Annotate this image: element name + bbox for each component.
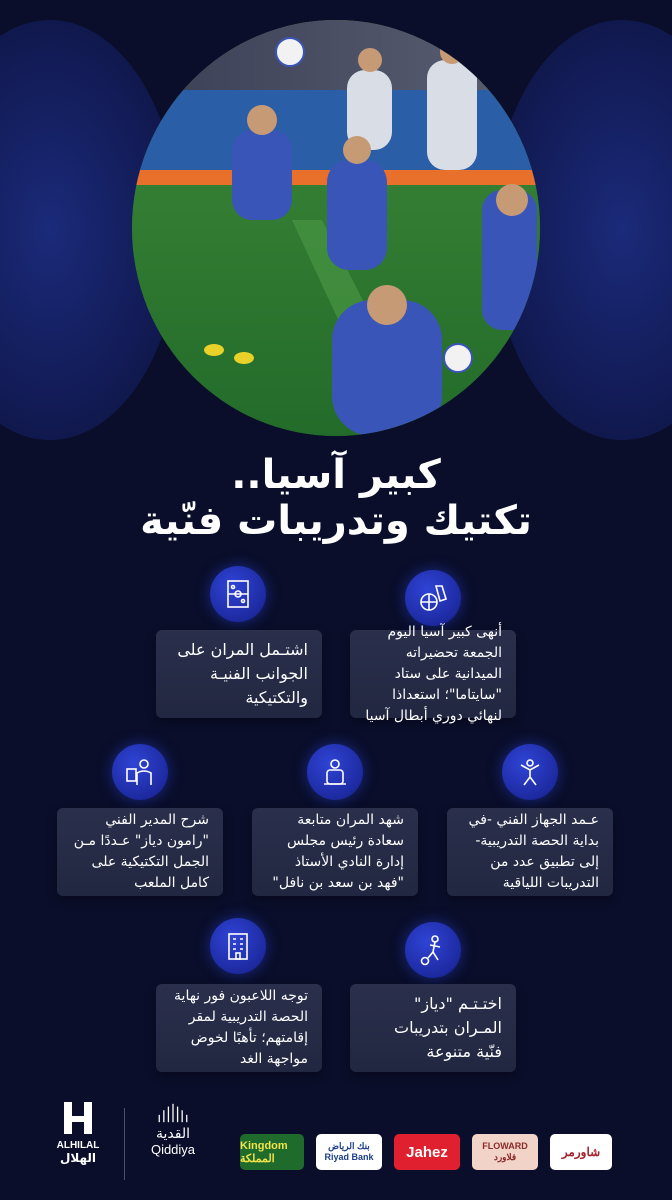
info-card-3-text: عـمد الجهاز الفني -في بداية الحصة التدريبية- إلى تطبيق عدد من التدريبات اللياقية bbox=[468, 812, 599, 891]
club-name-en: ALHILAL bbox=[56, 1140, 100, 1151]
club-name-ar: الهلال bbox=[59, 1151, 97, 1165]
player-ball-icon bbox=[405, 922, 461, 978]
info-card-4 bbox=[252, 808, 418, 896]
footer-divider bbox=[124, 1108, 125, 1180]
alhilal-crest-icon bbox=[58, 1098, 98, 1138]
info-card-1-text: أنهى كبير آسيا اليوم الجمعة تحضيراته الميدانية على ستاد "سايتاما"؛ استعداذا لنهائي دوري أبطال آسيا bbox=[365, 623, 502, 724]
training-photo bbox=[132, 20, 540, 436]
headline-line-2: تكتيك وتدريبات فنّية bbox=[140, 498, 532, 544]
info-card-7 bbox=[156, 984, 322, 1072]
qiddiya-mark-icon bbox=[150, 1102, 196, 1124]
info-card-4-text: شهد المران متابعة سعادة رئيس مجلس إدارة النادي الأستاذ "فهد بن سعد بن نافل" bbox=[272, 812, 404, 891]
coach-icon bbox=[112, 744, 168, 800]
tactics-board-icon bbox=[210, 566, 266, 622]
alhilal-logo bbox=[48, 1098, 108, 1165]
sponsor-riyad-bank: بنك الرياض Riyad Bank bbox=[316, 1134, 382, 1170]
chairman-icon bbox=[307, 744, 363, 800]
info-card-2-text: اشتـمل المران على الجوانب الفنيـة والتكتيكية bbox=[177, 640, 308, 707]
headline-line-1: كبير آسيا.. bbox=[231, 452, 441, 498]
hotel-icon bbox=[210, 918, 266, 974]
info-card-3 bbox=[447, 808, 613, 896]
info-card-2 bbox=[156, 630, 322, 718]
partner-name-ar: القدية bbox=[156, 1126, 190, 1142]
info-card-5 bbox=[57, 808, 223, 896]
football-boot-icon bbox=[405, 570, 461, 626]
sponsor-shawarmer: شاورمر bbox=[550, 1134, 612, 1170]
partner-name-en: Qiddiya bbox=[150, 1142, 196, 1157]
info-card-1 bbox=[350, 623, 516, 724]
qiddiya-logo bbox=[140, 1102, 206, 1157]
info-card-6-text: اختـتـم "دياز" المـران بتدريبات فنّية متنوعة bbox=[394, 994, 502, 1061]
info-card-6 bbox=[350, 984, 516, 1072]
sponsor-floward: FLOWARD فلاورد bbox=[472, 1134, 538, 1170]
info-card-5-text: شرح المدير الفني "رامون دياز" عـددًا مـن الجمل التكتيكية على كامل الملعب bbox=[73, 812, 209, 891]
info-card-7-text: توجه اللاعبون فور نهاية الحصة التدريبية لمقر إقامتهم؛ تأهبًا لخوض مواجهة الغد bbox=[174, 988, 308, 1067]
sponsor-kingdom: Kingdom المملكة bbox=[240, 1134, 304, 1170]
sponsor-jahez: Jahez bbox=[394, 1134, 460, 1170]
fitness-icon bbox=[502, 744, 558, 800]
